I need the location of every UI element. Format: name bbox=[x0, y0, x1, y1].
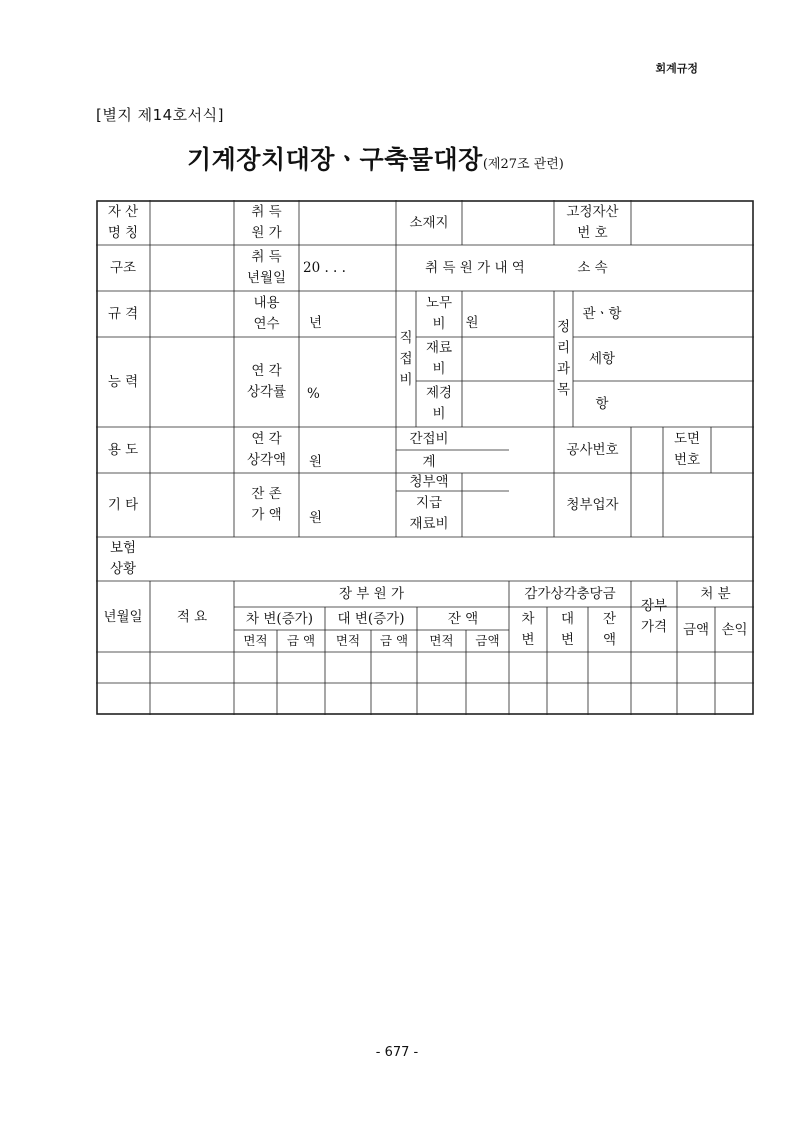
labor-cost-unit: 원 bbox=[465, 315, 479, 331]
label-spec: 규 격 bbox=[107, 306, 139, 322]
label-labor-cost: 노무 비 bbox=[425, 295, 453, 332]
label-affiliation: 소 속 bbox=[577, 260, 608, 276]
label-insurance-status: 보험 상황 bbox=[109, 540, 137, 577]
label-supplied-material-cost: 지급 재료비 bbox=[409, 495, 449, 532]
ledger-header-depr-balance: 잔 액 bbox=[602, 610, 617, 648]
ledger-header-book-value: 장부 가격 bbox=[640, 597, 668, 635]
page-number: - 677 - bbox=[375, 1045, 419, 1060]
ledger-header-depr-debit: 차 변 bbox=[521, 610, 535, 648]
ledger-header-credit-area: 면적 bbox=[335, 633, 361, 648]
label-usage: 용 도 bbox=[107, 442, 139, 458]
label-contractor: 청부업자 bbox=[566, 497, 619, 513]
label-residual-value: 잔 존 가 액 bbox=[251, 486, 282, 523]
acquisition-date-value: 20 . . . bbox=[303, 260, 346, 276]
useful-life-unit: 년 bbox=[309, 315, 323, 331]
depreciation-amount-unit: 원 bbox=[309, 454, 323, 470]
label-contract-amount: 청부액 bbox=[409, 474, 449, 490]
ledger-header-depreciation-reserve: 감가상각충당금 bbox=[524, 586, 616, 602]
ledger-header-debit-area: 면적 bbox=[243, 633, 268, 648]
label-fixed-asset-number: 고정자산 번 호 bbox=[566, 203, 619, 241]
ledger-header-credit-amount: 금 액 bbox=[379, 633, 409, 648]
label-location: 소재지 bbox=[409, 214, 449, 231]
label-annual-depreciation-rate: 연 각 상각률 bbox=[246, 363, 287, 400]
label-useful-life: 내용 연수 bbox=[253, 295, 280, 332]
label-direct-cost: 직 접 비 bbox=[399, 329, 413, 388]
ledger-header-credit: 대 변(증가) bbox=[337, 610, 405, 627]
label-asset-name: 자 산 명 칭 bbox=[107, 203, 139, 241]
title-reference: (제27조 관련) bbox=[482, 157, 564, 172]
label-capacity: 능 력 bbox=[107, 374, 139, 390]
label-hang: 항 bbox=[595, 396, 609, 412]
residual-value-unit: 원 bbox=[309, 510, 323, 526]
regulation-header: 회계규정 bbox=[655, 62, 698, 75]
asset-ledger-table bbox=[96, 200, 754, 715]
title-main: 기계장치대장ㆍ구축물대장 bbox=[187, 145, 483, 174]
ledger-header-debit-amount: 금 액 bbox=[286, 633, 316, 648]
label-cleanup-subjects: 정 리 과 목 bbox=[556, 319, 571, 398]
label-work-number: 공사번호 bbox=[566, 442, 619, 458]
label-expense-cost: 제경 비 bbox=[425, 385, 453, 422]
ledger-header-debit: 차 변(증가) bbox=[246, 610, 313, 627]
label-acquisition-date: 취 득 년월일 bbox=[246, 249, 287, 286]
label-sub-item: 세항 bbox=[588, 351, 616, 367]
label-acquisition-cost: 취 득 원 가 bbox=[251, 203, 282, 241]
label-other: 기 타 bbox=[107, 497, 139, 513]
label-drawing-number: 도면 번호 bbox=[673, 431, 701, 468]
label-acquisition-cost-breakdown: 취 득 원 가 내 역 bbox=[425, 260, 525, 276]
percent-unit: % bbox=[307, 386, 320, 402]
ledger-header-date: 년월일 bbox=[103, 608, 143, 625]
label-gwan-hang: 관ㆍ항 bbox=[582, 306, 622, 322]
ledger-header-depr-credit: 대 변 bbox=[560, 610, 575, 648]
ledger-header-disposal: 처 분 bbox=[700, 586, 731, 602]
document-title bbox=[187, 140, 564, 176]
ledger-header-gain-loss: 손익 bbox=[721, 621, 748, 638]
ledger-header-book-cost: 장 부 원 가 bbox=[338, 586, 405, 602]
label-structure: 구조 bbox=[109, 260, 137, 276]
ledger-header-summary: 적 요 bbox=[176, 608, 208, 625]
ledger-header-balance-area: 면적 bbox=[429, 633, 454, 648]
label-indirect-cost: 간접비 bbox=[409, 430, 449, 447]
ledger-header-balance: 잔 액 bbox=[447, 610, 479, 627]
ledger-header-disposal-amount: 금액 bbox=[682, 621, 710, 638]
label-annual-depreciation-amount: 연 각 상각액 bbox=[246, 431, 287, 468]
ledger-header-balance-amount: 금액 bbox=[475, 633, 500, 648]
label-total: 계 bbox=[422, 453, 436, 470]
form-number-label: [별지 제14호서식] bbox=[96, 106, 224, 124]
label-material-cost: 재료 비 bbox=[425, 340, 453, 377]
